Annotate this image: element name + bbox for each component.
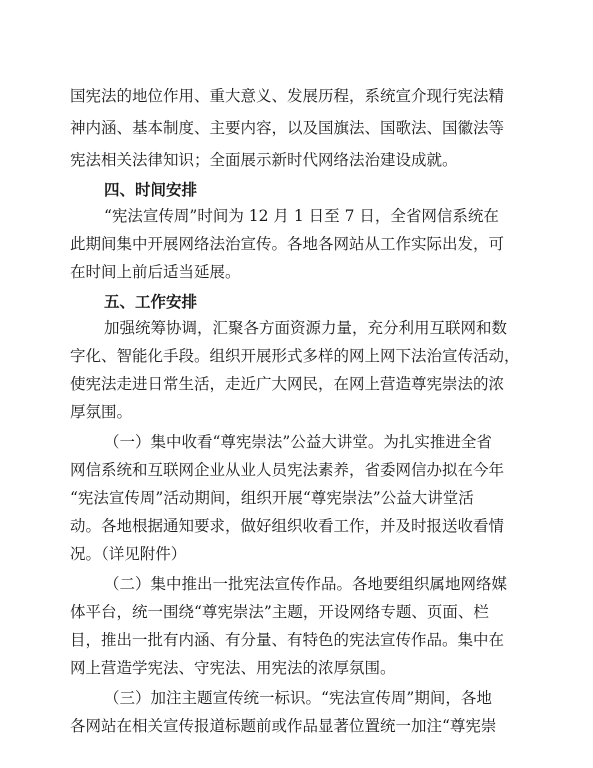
body-text-line: 神内涵、基本制度、主要内容，以及国旗法、国歌法、国徽法等: [70, 119, 505, 137]
body-text-line: 各网站在相关宣传报道标题前或作品显著位置统一加注“尊宪崇: [70, 717, 497, 735]
body-text-line: 网信系统和互联网企业从业人员宪法素养，省委网信办拟在今年: [70, 461, 505, 479]
body-text-line: “宪法宣传周”活动期间，组织开展“尊宪崇法”公益大讲堂活: [70, 489, 474, 507]
body-text-line: 加强统筹协调，汇聚各方面资源力量，充分利用互联网和数: [104, 319, 508, 337]
body-text-line: 在时间上前后适当延展。: [70, 263, 241, 281]
body-text-line: （二）集中推出一批宪法宣传作品。各地要组织属地网络媒: [104, 575, 508, 593]
section-heading-work: 五、工作安排: [104, 293, 198, 311]
body-text-line: 目，推出一批有内涵、有分量、有特色的宪法宣传作品。集中在: [70, 631, 505, 649]
body-text-line: 厚氛围。: [70, 403, 133, 421]
body-text-line: 宪法相关法律知识；全面展示新时代网络法治建设成就。: [70, 151, 458, 169]
body-text-line: 体平台，统一围绕“尊宪崇法”主题，开设网络专题、页面、栏: [70, 603, 489, 621]
body-text-line: （三）加注主题宣传统一标识。“宪法宣传周”期间，各地: [104, 689, 492, 707]
body-text-line: （一）集中收看“尊宪崇法”公益大讲堂。为扎实推进全省: [104, 433, 492, 451]
body-text-line: 网上营造学宪法、守宪法、用宪法的浓厚氛围。: [70, 659, 396, 677]
body-text-line: 况。（详见附件）: [70, 545, 187, 563]
body-text-line: 动。各地根据通知要求，做好组织收看工作，并及时报送收看情: [70, 517, 505, 535]
body-text-line: 使宪法走进日常生活，走近广大网民，在网上营造尊宪崇法的浓: [70, 375, 505, 393]
body-text-line: 国宪法的地位作用、重大意义、发展历程，系统宣介现行宪法精: [70, 87, 505, 105]
body-text-line: 字化、智能化手段。组织开展形式多样的网上网下法治宣传活动，: [70, 347, 520, 365]
section-heading-schedule: 四、时间安排: [104, 181, 198, 199]
body-text-line: 此期间集中开展网络法治宣传。各地各网站从工作实际出发，可: [70, 235, 505, 253]
body-text-line: “宪法宣传周”时间为 12 月 1 日至 7 日，全省网信系统在: [104, 207, 499, 225]
